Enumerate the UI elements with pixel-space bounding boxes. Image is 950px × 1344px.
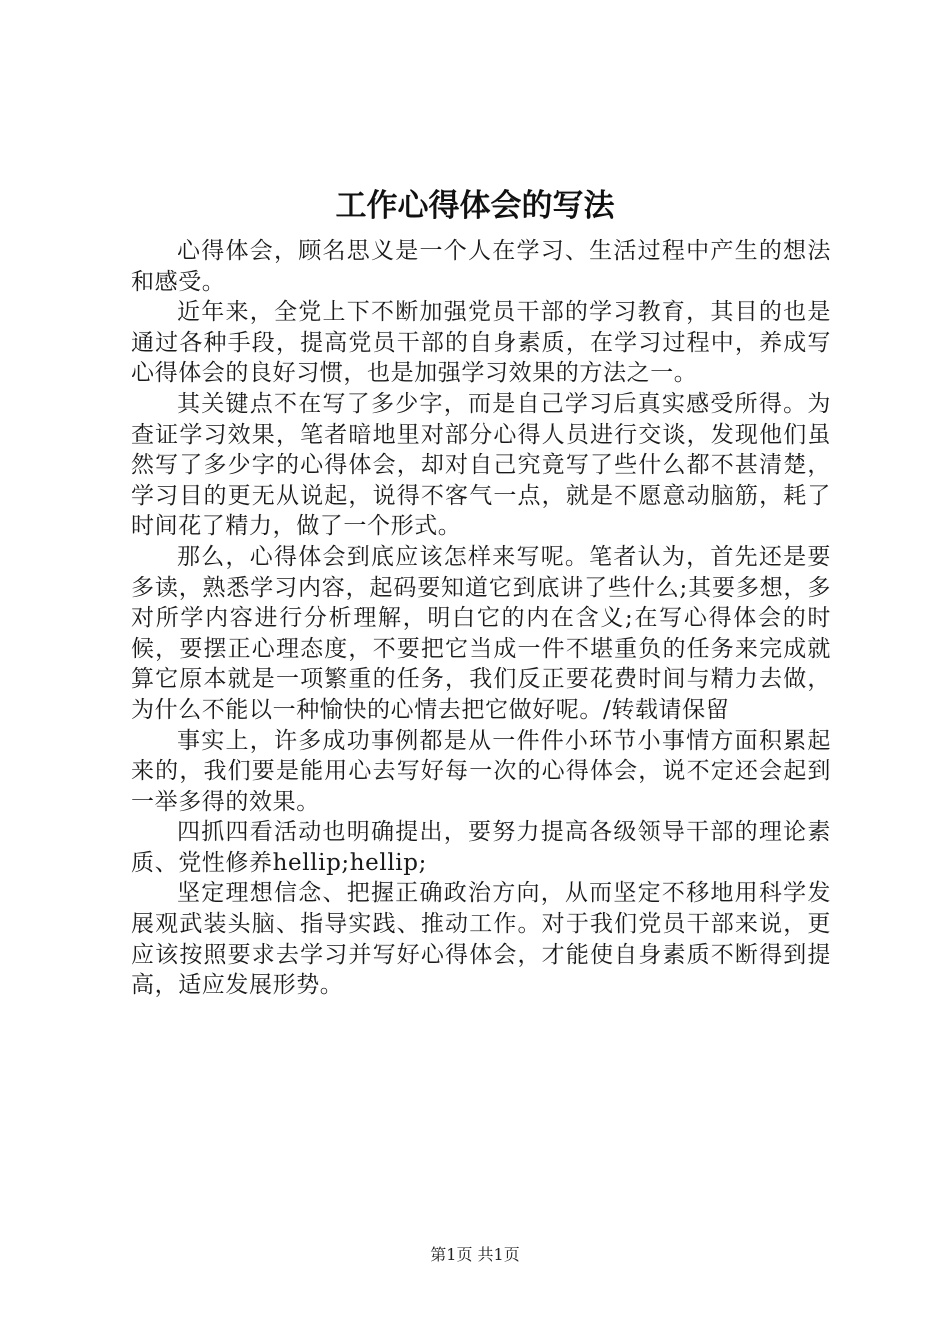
document-title: 工作心得体会的写法 [335, 188, 615, 224]
paragraph: 四抓四看活动也明确提出，要努力提高各级领导干部的理论素质、党性修养hellip;hellip; [131, 819, 831, 876]
page-footer: 第1页 共1页 [430, 1245, 520, 1264]
paragraph: 那么，心得体会到底应该怎样来写呢。笔者认为，首先还是要多读，熟悉学习内容，起码要知道它到底讲了些什么;其要多想，多对所学内容进行分析理解，明白它的内在含义;在写心得体会的时候，要摆正心理态度，不要把它当成一件不堪重负的任务来完成就算它原本就是一项繁重的任务，我们反正要花费时间与精力去做，为什么不能以一种愉快的心情去把它做好呢。/转载请保留 [131, 543, 831, 723]
paragraph: 坚定理想信念、把握正确政治方向，从而坚定不移地用科学发展观武装头脑、指导实践、推动工作。对于我们党员干部来说，更应该按照要求去学习并写好心得体会，才能使自身素质不断得到提高，适应发展形势。 [131, 880, 831, 999]
paragraph: 事实上，许多成功事例都是从一件件小环节小事情方面积累起来的，我们要是能用心去写好每一次的心得体会，说不定还会起到一举多得的效果。 [131, 727, 831, 815]
paragraph: 心得体会，顾名思义是一个人在学习、生活过程中产生的想法和感受。 [131, 238, 831, 295]
paragraph: 近年来，全党上下不断加强党员干部的学习教育，其目的也是通过各种手段，提高党员干部的自身素质，在学习过程中，养成写心得体会的良好习惯，也是加强学习效果的方法之一。 [131, 299, 831, 387]
paragraph: 其关键点不在写了多少字，而是自己学习后真实感受所得。为查证学习效果，笔者暗地里对部分心得人员进行交谈，发现他们虽然写了多少字的心得体会，却对自己究竟写了些什么都不甚清楚，学习目的更无从说起，说得不客气一点，就是不愿意动脑筋，耗了时间花了精力，做了一个形式。 [131, 390, 831, 540]
document-body [131, 236, 831, 1001]
